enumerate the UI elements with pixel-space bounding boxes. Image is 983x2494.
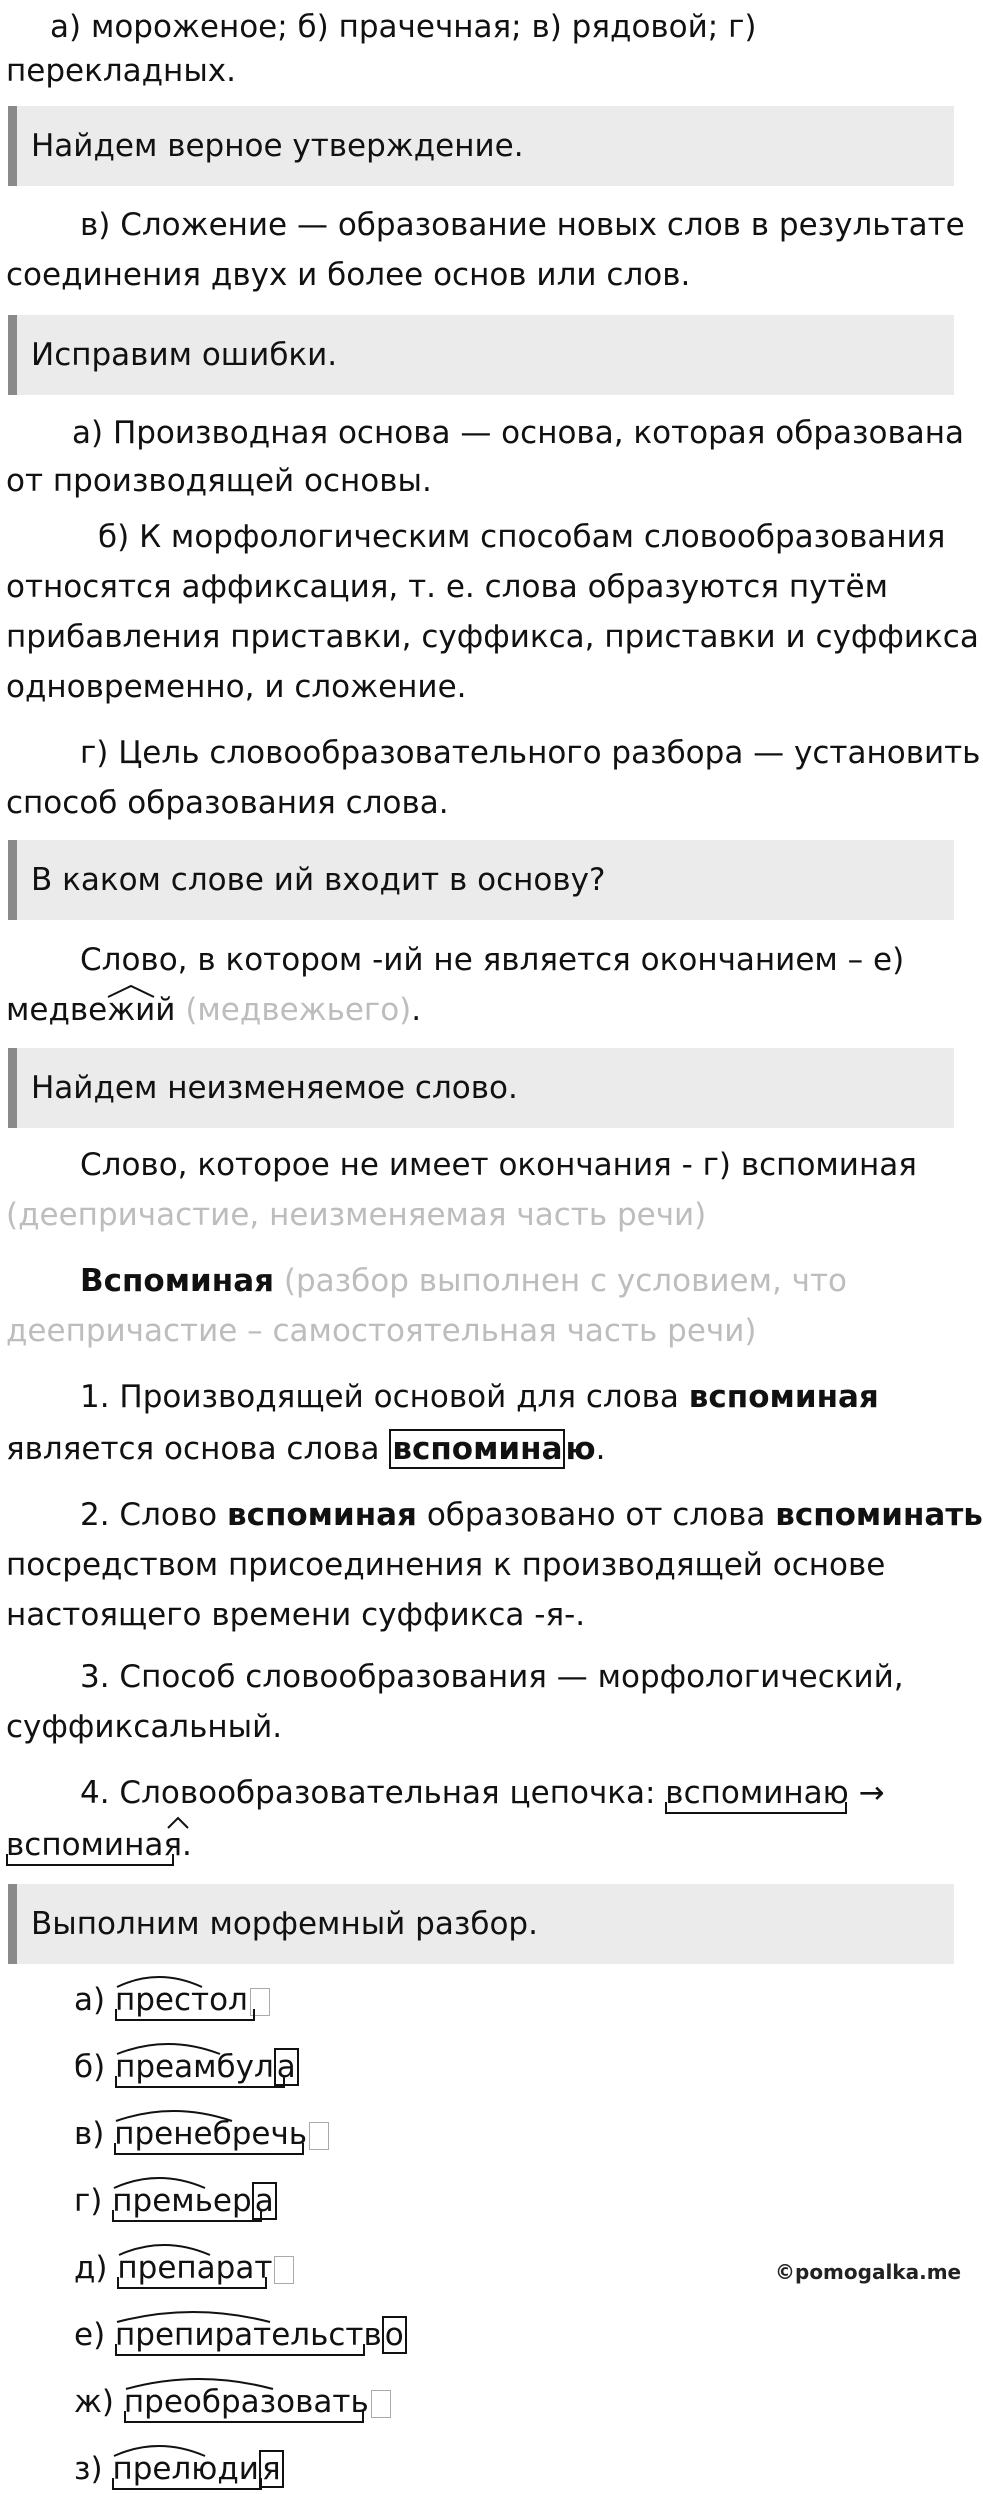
- stem-mark: [114, 2143, 304, 2155]
- section-title: Найдем верное утверждение.: [31, 128, 524, 164]
- prefix-arc-icon: [124, 2373, 369, 2391]
- morpheme-item: [74, 2042, 299, 2092]
- morpheme-item-letter: ж): [74, 2384, 115, 2420]
- suffix-roof-icon: [166, 1816, 190, 1830]
- stem-mark: [124, 2411, 364, 2423]
- morpheme-word: препирательств: [115, 2317, 382, 2353]
- prefix-arc-icon: [112, 2172, 251, 2190]
- parse-word: Вспоминая: [80, 1263, 275, 1299]
- morpheme-item-letter: б): [74, 2049, 106, 2085]
- morpheme-word: престол: [114, 1982, 248, 2018]
- prefix-arc-icon: [117, 2239, 272, 2257]
- parse-heading: [80, 1256, 847, 1306]
- section-title: Найдем неизменяемое слово.: [31, 1070, 518, 1106]
- arrow-icon: →: [858, 1775, 885, 1811]
- answer-line: в) Сложение — образование новых слов в результате: [80, 207, 965, 243]
- correction-g: способ образования слова.: [6, 785, 449, 821]
- intro-line-2: перекладных.: [6, 53, 237, 89]
- root-arc-icon: [106, 983, 156, 999]
- parse-step-3: суффиксальный.: [6, 1709, 283, 1745]
- morpheme-item-letter: г): [74, 2183, 103, 2219]
- correction-b: относятся аффиксация, т. е. слова образуются путём: [6, 569, 888, 605]
- morpheme-item: [74, 1975, 270, 2025]
- zero-ending-box: [371, 2390, 391, 2418]
- parse-step-2: настоящего времени суффикса -я-.: [6, 1597, 586, 1633]
- morpheme-word: пренебречь: [114, 2116, 308, 2152]
- parse-step-2: посредством присоединения к производящей основе: [6, 1547, 886, 1583]
- answer-line: соединения двух и более основ или слов.: [6, 257, 691, 293]
- correction-b: прибавления приставки, суффикса, приставки и суффикса: [6, 619, 979, 655]
- parse-note: деепричастие – самостоятельная часть речи): [6, 1313, 757, 1349]
- stem-mark: [117, 2277, 267, 2289]
- morpheme-item: [74, 2243, 294, 2293]
- prefix-arc-icon: [114, 2105, 307, 2123]
- answer-line-word: медвежий (медвежьего).: [6, 985, 421, 1035]
- morpheme-item-letter: в): [74, 2116, 105, 2152]
- stem-mark: [112, 2478, 262, 2490]
- section-title: В каком слове ий входит в основу?: [31, 862, 606, 898]
- correction-a: от производящей основы.: [6, 463, 432, 499]
- ending-box: а: [274, 2048, 299, 2086]
- correction-b: б) К морфологическим способам словообразования: [98, 519, 946, 555]
- morpheme-item: [74, 2444, 284, 2494]
- morpheme-word: препарат: [117, 2250, 273, 2286]
- correction-a: а) Производная основа — основа, которая образована: [72, 415, 965, 451]
- section-title: Исправим ошибки.: [31, 337, 338, 373]
- morpheme-word: преобразовать: [123, 2384, 369, 2420]
- ending-box: я: [259, 2450, 284, 2488]
- answer-line: Слово, которое не имеет окончания - г) вспоминая: [80, 1147, 917, 1183]
- word-medvezhiy: медвежий: [6, 992, 176, 1028]
- ending-box: о: [382, 2316, 407, 2354]
- chain-word-2: вспоминая: [6, 1827, 182, 1863]
- correction-b: одновременно, и сложение.: [6, 669, 467, 705]
- intro-line-1: а) мороженое; б) прачечная; в) рядовой; г): [50, 9, 757, 45]
- correction-g: г) Цель словообразовательного разбора — установить: [80, 735, 981, 771]
- morpheme-item-letter: а): [74, 1982, 106, 2018]
- zero-ending-box: [309, 2122, 329, 2150]
- ending-box: а: [252, 2182, 277, 2220]
- prefix-arc-icon: [115, 2306, 382, 2324]
- word-note: (медвежьего): [185, 992, 412, 1028]
- morpheme-item: [74, 2310, 407, 2360]
- section-header-2: [8, 315, 954, 395]
- stem-mark: [115, 2076, 285, 2088]
- stem-mark: [115, 2344, 365, 2356]
- section-header-5: [8, 1884, 954, 1964]
- chain-word-1: вспоминаю: [665, 1775, 849, 1811]
- parse-step-1: является основа слова вспоминаю.: [6, 1431, 606, 1467]
- section-header-3: [8, 840, 954, 920]
- parse-step-1: 1. Производящей основой для слова вспоминая: [80, 1379, 879, 1415]
- morpheme-word: прелюди: [112, 2451, 259, 2487]
- morpheme-item: [74, 2109, 329, 2159]
- morpheme-item-letter: д): [74, 2250, 108, 2286]
- prefix-arc-icon: [112, 2440, 259, 2458]
- stem-box: вспомина: [389, 1429, 565, 1469]
- parse-step-2: 2. Слово вспоминая образовано от слова вспоминать: [80, 1497, 983, 1533]
- morpheme-item-letter: е): [74, 2317, 106, 2353]
- morpheme-item: [74, 2377, 391, 2427]
- parse-note: (разбор выполнен с условием, что: [283, 1263, 848, 1299]
- prefix-arc-icon: [115, 1971, 248, 1989]
- watermark: ©pomogalka.me: [775, 2260, 962, 2284]
- stem-mark: [112, 2210, 262, 2222]
- parse-step-4: вспоминая .: [6, 1820, 192, 1870]
- morpheme-word: преамбул: [115, 2049, 274, 2085]
- morpheme-word: премьер: [112, 2183, 252, 2219]
- answer-line: Слово, в котором -ий не является окончанием – е): [80, 942, 905, 978]
- parse-step-3: 3. Способ словообразования — морфологический,: [80, 1659, 904, 1695]
- parse-step-4: 4. Словообразовательная цепочка: вспоминаю →: [80, 1768, 885, 1818]
- prefix-arc-icon: [115, 2038, 274, 2056]
- zero-ending-box: [274, 2256, 294, 2284]
- section-header-1: [8, 106, 954, 186]
- morpheme-item-letter: з): [74, 2451, 103, 2487]
- answer-note: (деепричастие, неизменяемая часть речи): [6, 1197, 707, 1233]
- section-title: Выполним морфемный разбор.: [31, 1906, 538, 1942]
- section-header-4: [8, 1048, 954, 1128]
- stem-mark: [115, 2009, 255, 2021]
- morpheme-item: [74, 2176, 277, 2226]
